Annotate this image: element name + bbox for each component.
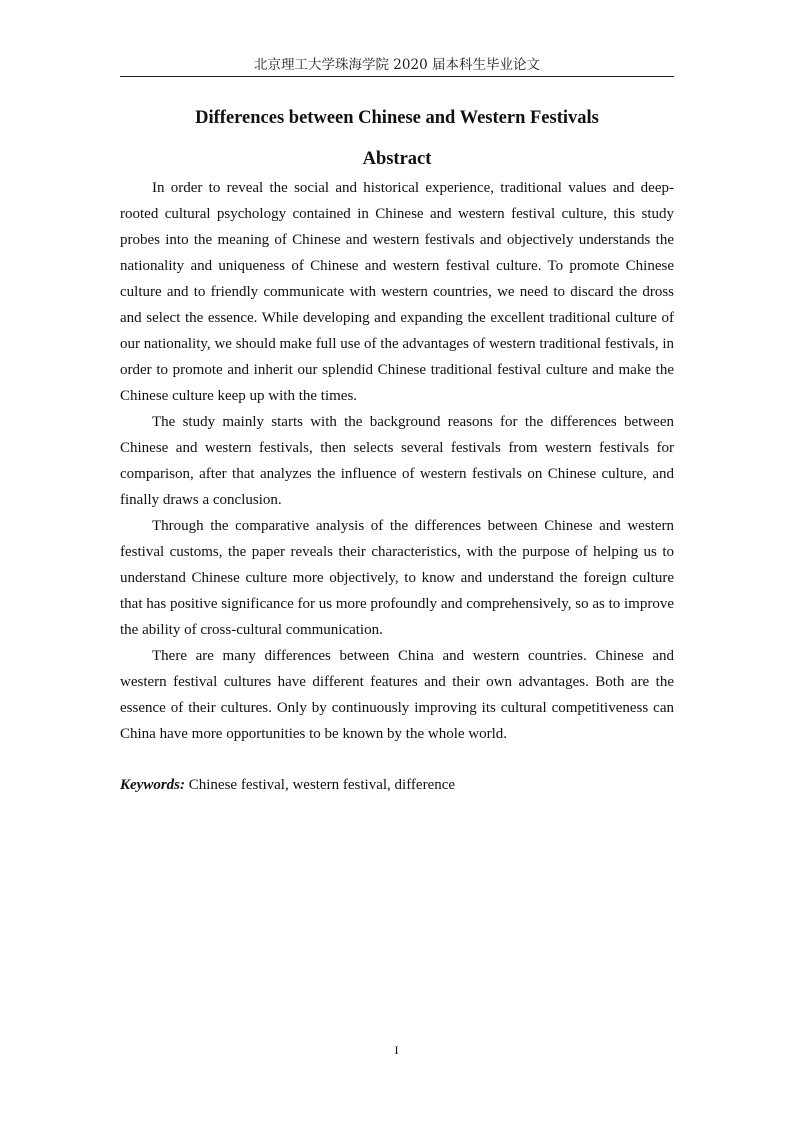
abstract-body — [120, 175, 674, 747]
keywords-label: Keywords: — [120, 777, 185, 793]
page-number: I — [394, 1043, 399, 1057]
header-divider — [120, 76, 674, 77]
keywords-line — [120, 772, 674, 798]
page-content — [120, 105, 674, 798]
abstract-paragraph: Through the comparative analysis of the differences between Chinese and western festival customs, the paper reveals their characteristics, with the purpose of helping us to understand Chinese culture more objectively, to know and understand the foreign culture that has positive significance for us more profoundly and comprehensively, so as to improve the ability of cross-cultural communication. — [120, 518, 674, 638]
document-title: Differences between Chinese and Western Festivals — [195, 108, 599, 128]
abstract-heading: Abstract — [362, 149, 432, 169]
keywords-value: Chinese festival, western festival, difference — [185, 777, 456, 793]
abstract-paragraph: In order to reveal the social and historical experience, traditional values and deep-rooted cultural psychology contained in Chinese and western festival culture, this study probes into the meaning of Chinese and western festivals and objectively understands the nationality and uniqueness of Chinese and western festival culture. To promote Chinese culture and to friendly communicate with western countries, we need to discard the dross and select the essence. While developing and expanding the excellent traditional culture of our nationality, we should make full use of the advantages of western traditional festivals, in order to promote and inherit our splendid Chinese traditional festival culture and make the Chinese culture keep up with the times. — [120, 180, 674, 404]
abstract-paragraph: The study mainly starts with the background reasons for the differences between Chinese and western festivals, then selects several festivals from western festivals for comparison, after that analyzes the influence of western festivals on Chinese culture, and finally draws a conclusion. — [120, 414, 674, 508]
running-header: 北京理工大学珠海学院 2020 届本科生毕业论文 — [254, 57, 540, 73]
abstract-paragraph: There are many differences between China and western countries. Chinese and western festival cultures have different features and their own advantages. Both are the essence of their cultures. Only by continuously improving its cultural competitiveness can China have more opportunities to be known by the whole world. — [120, 648, 674, 742]
